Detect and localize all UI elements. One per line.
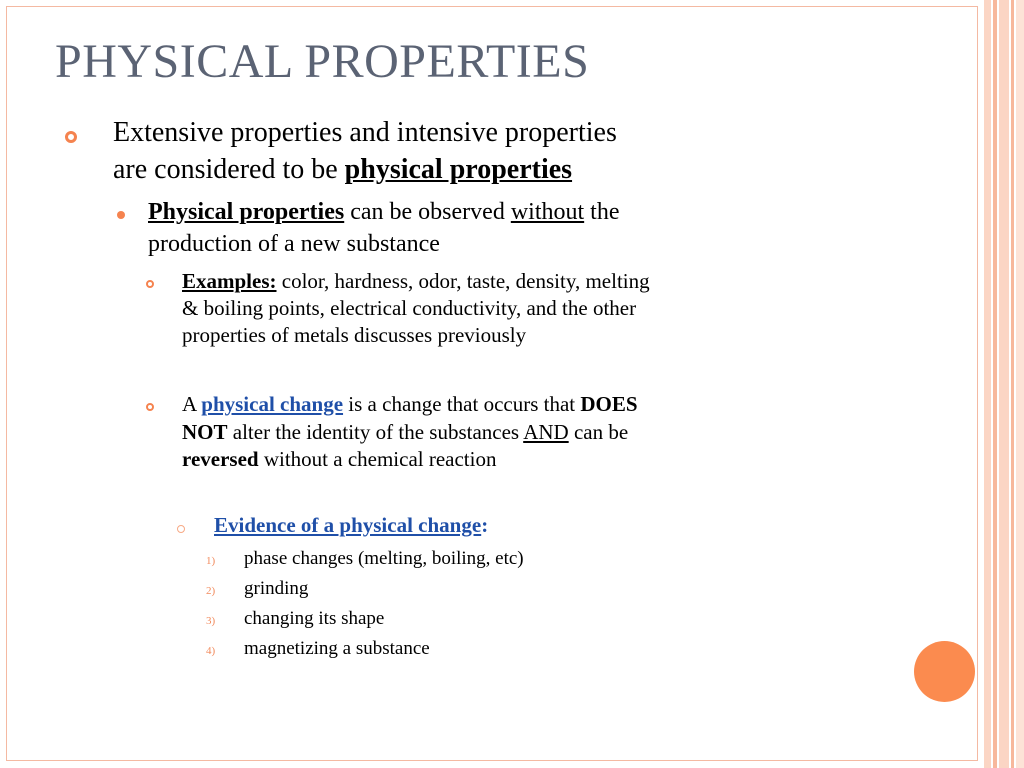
evidence-item: magnetizing a substance [244,638,430,659]
bullet-text-line1: Extensive properties and intensive properties [113,117,617,148]
evidence-item: phase changes (melting, boiling, etc) [244,548,524,569]
decorative-stripe [1011,0,1014,768]
physical-change-mid3: can be [568,420,629,444]
reversed-text: reversed [182,447,259,471]
examples-text-line1: color, hardness, odor, taste, density, melting [276,269,650,293]
examples-label: Examples: [182,269,277,293]
decorative-stripe [984,0,991,768]
evidence-colon: : [481,513,489,537]
production-text: production of a new substance [148,231,440,257]
evidence-item: changing its shape [244,608,385,629]
evidence-item: grinding [244,578,309,599]
observed-text: can be observed [344,199,511,225]
decorative-circle [914,641,975,702]
bullet-physical-properties [148,199,619,226]
list-number: 1) [206,555,216,567]
physical-properties-term: physical properties [344,154,573,185]
the-text: the [584,199,620,225]
ring-bullet-icon [146,280,154,288]
bullet-physical-properties-line2 [148,231,440,258]
bullet-extensive-intensive [113,117,617,149]
ring-bullet-icon [177,525,185,533]
bullet-extensive-intensive-line2 [113,154,572,186]
physical-change-mid: is a change that occurs that [343,392,581,416]
decorative-stripe [1016,0,1024,768]
physical-change-mid2: alter the identity of the substances [227,420,524,444]
dot-bullet-icon [117,211,125,219]
evidence-heading [214,513,488,538]
physical-change-prefix: A [182,392,202,416]
examples-text-line2: & boiling points, electrical conductivity, and the other [182,296,637,320]
slide-title: PHYSICAL PROPERTIES [55,35,590,88]
ring-bullet-icon [65,131,77,143]
and-text: AND [523,420,569,444]
examples-text-line3: properties of metals discusses previously [182,323,527,347]
physical-change-item [182,392,638,417]
physical-change-item-line2 [182,420,628,445]
physical-change-link[interactable]: physical change [201,392,344,416]
decorative-stripe [993,0,997,768]
physical-properties-label: Physical properties [148,199,345,225]
list-number: 4) [206,645,216,657]
list-number: 3) [206,615,216,627]
examples-item-line3 [182,323,526,348]
examples-item [182,269,650,294]
bullet-text-plain: are considered to be [113,154,345,185]
physical-change-tail: without a chemical reaction [258,447,497,471]
physical-change-item-line3 [182,447,496,472]
evidence-link[interactable]: Evidence of a physical change [214,513,482,537]
ring-bullet-icon [146,403,154,411]
not-text: NOT [182,420,228,444]
list-number: 2) [206,585,216,597]
does-text: DOES [580,392,638,416]
examples-item-line2 [182,296,636,321]
decorative-stripe [999,0,1009,768]
without-text: without [510,199,585,225]
